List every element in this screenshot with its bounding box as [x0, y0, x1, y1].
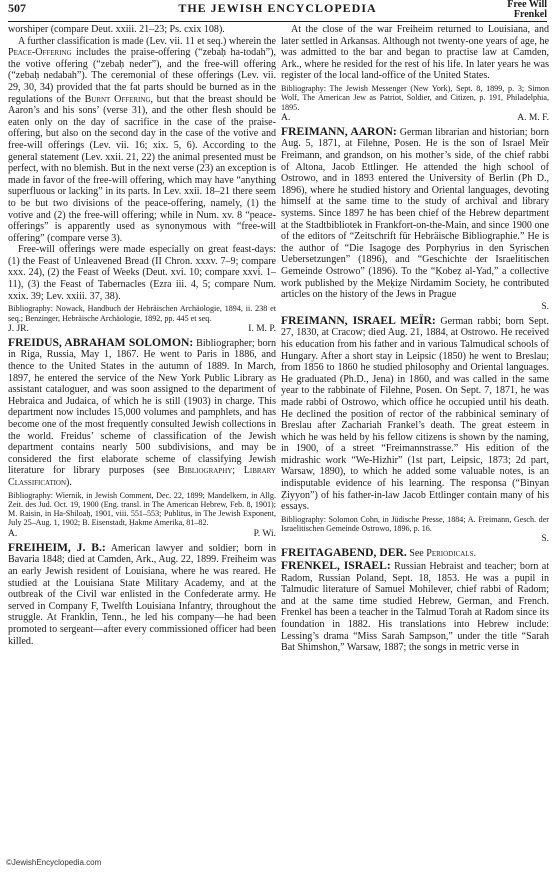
paragraph-continuation: worshiper (compare Deut. xxiii. 21–23; Ps. cxix 108). [8, 24, 225, 35]
headword-freimann-israel: FREIMANN, ISRAEL MEÏR: [281, 313, 436, 327]
headword-freiheim: FREIHEIM, J. B.: [8, 540, 106, 554]
guide-word-bottom: Frenkel [513, 9, 547, 20]
signature-freimann-israel: S. [541, 534, 549, 545]
headword-freidus: FREIDUS, ABRAHAM SOLOMON: [8, 335, 194, 349]
page-number: 507 [8, 1, 26, 15]
headword-frenkel: FRENKEL, ISRAEL: [281, 559, 391, 573]
site-logo[interactable]: ©JewishEncyclopedia.com [6, 858, 102, 867]
headword-freimann-aaron: FREIMANN, AARON: [281, 124, 397, 138]
paragraph-feast-days: Free-will offerings were made especially on great feast-days: (1) the Feast of Unleavened Bread (II Chron. xxxv. 7–9; compare xxx. 24), (2) the Feast of Weeks (Deut. xvi. 10; compare xxvi. 1–11), (3) the Feast of Tabernacles (Ezra iii. 4, 5; compare Num. xxix. 39; Lev. xxiii. 37, 38). [8, 244, 276, 302]
signature-freiheim: A. A. M. F. [281, 112, 549, 123]
headword-freitagabend: FREITAGABEND, DER. [281, 546, 407, 560]
running-title: THE JEWISH ENCYCLOPEDIA [178, 1, 377, 15]
left-column [8, 24, 276, 647]
signature-freimann-aaron: S. [541, 301, 549, 312]
guide-word-top: Free Will [507, 0, 547, 10]
cross-ref-peace-offering[interactable]: Peace-Offering [8, 47, 72, 59]
entry-frenkel: FRENKEL, ISRAEL: Russian Hebraist and teacher; born at Radom, Russian Poland, Sept. 18, 1853. He was a pupil in Talmudic literature of Samuel Mohilever, chief rabbi of Radom; and at the same time studied Hebrew, German, and French. Frenkel has been a teacher in the Talmud Torah at Radom since its foundation in 1882. His translations into Hebrew include: Lessing’s drama “Miss Sarah Sampson,” under the title “Sarah Bat Shimshon,” Warsaw, 1887; the songs in metric verse in [281, 559, 549, 654]
bibliography-freidus: Bibliography: Wiernik, in Jewish Comment, Dec. 22, 1899; Mandelkern, in Allg. Zeit. des Jud. Oct. 19, 1900 (Eng. transl. in The American Hebrew, Feb. 8, 1901); M. Raisin, in Ha-Shiloaḥ, 1901, viii. 551–553; Publitus, in The Jewish Exponent, July 25–Aug. 1, 1902; B. Eisenstadt, Ḥakme Amerika, 81–82. [8, 490, 276, 528]
paragraph-freiheim-cont: At the close of the war Freiheim returned to Louisiana, and later settled in Arkansas. Although not twenty-one years of age, he was admitted to the bar and began to practise law at Camden, Ark., where he resided for the rest of his life. In later years he was register of the local land-office of the United States. [281, 24, 549, 82]
entry-freimann-aaron: FREIMANN, AARON: German librarian and historian; born Aug. 5, 1871, at Filehne, Posen. He is the son of Israel Meïr Freimann, and grandson, on his mother’s side, of the chief rabbi of Altona, Jacob Ettlinger. He attended the high school of Ostrowo, and in 1893 entered the University of Berlin (Ph D., 1896), where he studied history and Oriental languages, devoting himself at the same time to the study of archival and library systems. Since 1897 he has been chief of the Hebrew department at the Stadtbibliotek in Frankfort-on-the-Main, and since 1900 one of the editors of “Zeitschrift für Hebräische Bibliographie.” He is the author of “Die Isagoge des Porphyrius in den Syrischen Uebersetzungen” (1896), and “Geschichte der Israelitischen Gemeinde Ostrowo” (1896). To the “Ḳobeẓ al-Yad,” a collective work published by the Meḳiẓe Nirdamim Society, he contributed articles on the history of the Jews in Prague [281, 124, 549, 301]
entry-freidus: FREIDUS, ABRAHAM SOLOMON: Bibliographer; born in Riga, Russia, May 1, 1867. He went to Paris in 1886, and thence to the United States in the autumn of 1889. In March, 1897, he entered the service of the New York Public Library as assistant cataloguer, and was soon assigned to the department of Hebraica and Judaica, of which he is still (1903) in charge. This department now includes 15,000 volumes and pamphlets, and has become one of the most frequently consulted Jewish collections in the world. Freidus’ scheme of classification of the Jewish department contains nearly 500 subdivisions, and may be considered the first elaborate scheme of classifying Jewish literature for library purposes (see Bibliography; Library Classification). [8, 335, 276, 488]
page-header [8, 0, 547, 18]
cross-ref-bibliography[interactable]: Bibliography; Library Classification [8, 465, 276, 488]
entry-freimann-israel: FREIMANN, ISRAEL MEÏR: German rabbi; born Sept. 27, 1830, at Cracow; died Aug. 21, 1884, at Ostrowo. He received his education from his father and in various Talmudical schools of Hungary. After a short stay in Leipsic (1850) he went to Breslau; from 1856 to 1860 he studied philosophy and Oriental languages. He graduated (Ph.D., Jena) in 1860, and was called in the same year to the rabbinate of Filehne, Posen. On Sept. 7, 1871, he was made rabbi of Ostrowo, which office he occupied until his death. He declined the position of rector of the rabbinical seminary of Breslau after Zachariah Frankel’s death. The great esteem in which he was held by his fellow citizens is shown by the naming, in 1900, of a street “Freimannstrasse.” His edition of the midrashic work “We-Hizhir” (1st part, Leipsic, 1873; 2d part, Warsaw, 1890), to which he added some valuable notes, is an indisputable evidence of his learning. The responsa (“Binyan Ẓiyyon”) of his father-in-law Jacob Ettlinger contain many of his essays. [281, 313, 549, 513]
header-rule [8, 21, 547, 22]
right-column [281, 24, 549, 654]
entry-freitagabend: FREITAGABEND, DER. See Periodicals. [281, 546, 476, 560]
entry-freiheim: FREIHEIM, J. B.: American lawyer and soldier; born in Bavaria 1848; died at Camden, Ark., Aug. 22, 1899. Freiheim was an early Jewish resident of Louisiana, where he was reared. He studied at the Louisiana State Military Academy, and at the outbreak of the Civil war enlisted in the Confederate army. He served in Company F, Twelfth Louisiana Infantry, throughout the struggle. At Franklin, Tenn., he led his company—he had been promoted to sergeant—after every commissioned officer had been killed. [8, 540, 276, 647]
bibliography-freimann-israel: Bibliography: Solomon Cohn, in Jüdische Presse, 1884; A. Freimann, Gesch. der Israelitischen Gemeinde Ostrowo, 1896, p. 16. [281, 514, 549, 534]
paragraph-classification: A further classification is made (Lev. vii. 11 et seq.) wherein the Peace-Offering includes the praise-offering (“zebaḥ ha-todah”), the votive offering (“zebaḥ neder”), and the free-will offering (“zebaḥ nedabah”). The ceremonial of these offerings (Lev. vii. 29, 30, 34) provided that the fat parts should be burned as in the regulations of the Burnt Offering, but that the breast should be Aaron’s and his sons’ (verse 31), and the other flesh should be eaten only on the day of sacrifice in the case of the praise-offering, but also on the second day in the case of the votive and free-will offerings (Lev. vii. 16; xix. 5, 6). According to the general statement (Lev. xxii. 21, 22) the animal presented must be perfect, with no blemish. But in the next verse (23) an exception is made in favor of the free-will offering, which may have “anything superfluous or lacking” in its parts. In Lev. xxii. 18–21 there seem to be but two divisions of the peace-offering, namely, (1) the votive and (2) the free-will offering; while in Num. xv. 8 “peace-offerings” is apparently used as synonymous with “free-will offering” (compare verse 3). [8, 35, 277, 244]
guide-words [507, 0, 547, 20]
bibliography-freiheim: Bibliography: The Jewish Messenger (New York), Sept. 8, 1899, p. 3; Simon Wolf, The American Jew as Patriot, Soldier, and Citizen, p. 191, Philadelphia, 1895. [281, 83, 549, 112]
cross-ref-periodicals[interactable]: Periodicals [426, 548, 474, 560]
cross-ref-burnt-offering[interactable]: Burnt Offering [84, 93, 151, 105]
signature-free-will: J. JR. I. M. P. [8, 323, 276, 334]
bibliography-free-will: Bibliography: Nowack, Handbuch der Hebräischen Archäologie, 1894, ii. 238 et seq.; Benzinger, Hebräische Archäologie, 1892, pp. 445 et seq. [8, 304, 276, 323]
signature-freidus: A. P. Wi. [8, 528, 276, 539]
